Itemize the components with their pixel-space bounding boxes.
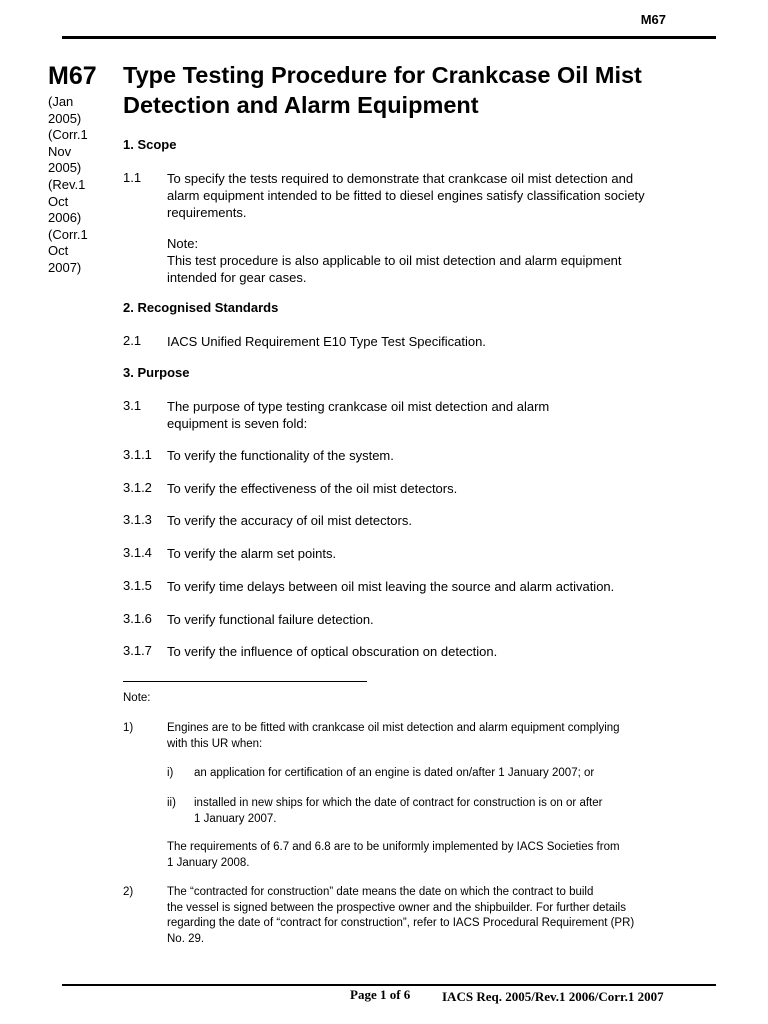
text-line: The purpose of type testing crankcase oil mist detection and alarm	[167, 399, 550, 414]
text-line: intended for gear cases.	[167, 270, 307, 285]
document-title	[123, 60, 723, 120]
text-line: installed in new ships for which the date of contract for construction is on or after	[194, 797, 603, 809]
text-line: No. 29.	[167, 932, 205, 945]
section-heading-purpose: 3. Purpose	[123, 365, 190, 380]
text-line: Engines are to be fitted with crankcase oil mist detection and alarm equipment complying	[167, 722, 620, 734]
text-line: This test procedure is also applicable to oil mist detection and alarm equipment	[167, 253, 622, 268]
clause-number: 3.1.5	[123, 578, 152, 593]
revision-line: 2006)	[48, 210, 82, 226]
footnote-2-text	[167, 885, 634, 947]
text-line: 1 January 2007.	[194, 812, 277, 825]
footnote-number: 2)	[123, 886, 134, 898]
text-line: the vessel is signed between the prospective owner and the shipbuilder. For further details	[167, 901, 626, 914]
clause-number: 3.1.4	[123, 545, 152, 560]
purpose-item: To verify functional failure detection.	[167, 612, 374, 627]
note-label: Note:	[167, 236, 199, 251]
text-line: requirements.	[167, 205, 247, 220]
section-heading-scope: 1. Scope	[123, 137, 177, 152]
revision-line: (Rev.1	[48, 176, 86, 192]
clause-text-2-1: IACS Unified Requirement E10 Type Test Specification.	[167, 334, 486, 349]
footer-rule	[62, 984, 716, 986]
text-line: The requirements of 6.7 and 6.8 are to be uniformly implemented by IACS Societies from	[167, 841, 620, 853]
text-line: regarding the date of “contract for construction”, refer to IACS Procedural Requirement (PR)	[167, 917, 635, 929]
revision-line: Nov	[48, 143, 72, 159]
text-line: The “contracted for construction” date means the date on which the contract to build	[167, 886, 594, 898]
revision-line: (Jan	[48, 94, 74, 109]
revision-line: 2005)	[48, 160, 82, 176]
footnote-1-extra	[167, 840, 620, 871]
page-number: Page 1 of 6	[350, 987, 411, 1002]
section-heading-standards: 2. Recognised Standards	[123, 300, 279, 315]
footnote-number: 1)	[123, 722, 134, 734]
scope-note	[167, 235, 622, 286]
purpose-item: To verify the alarm set points.	[167, 546, 337, 561]
header-rule	[62, 36, 716, 39]
clause-number: 3.1.1	[123, 447, 152, 462]
footnote-label: Note:	[123, 692, 151, 704]
sub-item-number: ii)	[167, 797, 176, 809]
clause-text-1-1	[167, 170, 645, 221]
purpose-item: To verify the accuracy of oil mist detectors.	[167, 513, 412, 528]
revision-line: (Corr.1	[48, 226, 88, 242]
revision-line: Oct	[48, 193, 69, 209]
revision-line: Oct	[48, 243, 69, 259]
revision-line: (Corr.1	[48, 127, 88, 143]
clause-number: 3.1.7	[123, 643, 152, 658]
text-line: 1 January 2008.	[167, 856, 250, 869]
clause-number: 1.1	[123, 170, 142, 185]
footnote-rule	[123, 681, 367, 682]
text-line: To specify the tests required to demonstrate that crankcase oil mist detection and	[167, 171, 634, 186]
clause-number: 3.1.6	[123, 611, 152, 626]
purpose-item: To verify the effectiveness of the oil mist detectors.	[167, 481, 458, 496]
clause-number: 3.1.3	[123, 512, 152, 527]
revision-line: 2007)	[48, 259, 82, 275]
footnote-1-text	[167, 721, 620, 752]
text-line: alarm equipment intended to be fitted to diesel engines satisfy classification society	[167, 188, 645, 203]
purpose-item: To verify time delays between oil mist leaving the source and alarm activation.	[167, 579, 615, 594]
header-doc-code: M67	[640, 12, 666, 27]
revision-line: 2005)	[48, 110, 82, 126]
footer-reference: IACS Req. 2005/Rev.1 2006/Corr.1 2007	[442, 989, 664, 1004]
text-line: with this UR when:	[167, 737, 263, 750]
clause-text-3-1	[167, 398, 549, 432]
revision-history	[48, 94, 114, 277]
sub-item-text: an application for certification of an engine is dated on/after 1 January 2007; or	[194, 767, 595, 779]
clause-number: 3.1	[123, 398, 142, 413]
text-line: equipment is seven fold:	[167, 416, 308, 431]
sub-item-number: i)	[167, 767, 174, 779]
purpose-item: To verify the influence of optical obscuration on detection.	[167, 644, 498, 659]
clause-number: 3.1.2	[123, 480, 152, 495]
title-line-2: Detection and Alarm Equipment	[123, 92, 479, 118]
purpose-item: To verify the functionality of the system.	[167, 448, 394, 463]
title-line-1: Type Testing Procedure for Crankcase Oil Mist	[123, 62, 642, 88]
sub-item-text	[194, 796, 602, 827]
side-doc-code: M67	[48, 62, 97, 90]
clause-number: 2.1	[123, 333, 142, 348]
